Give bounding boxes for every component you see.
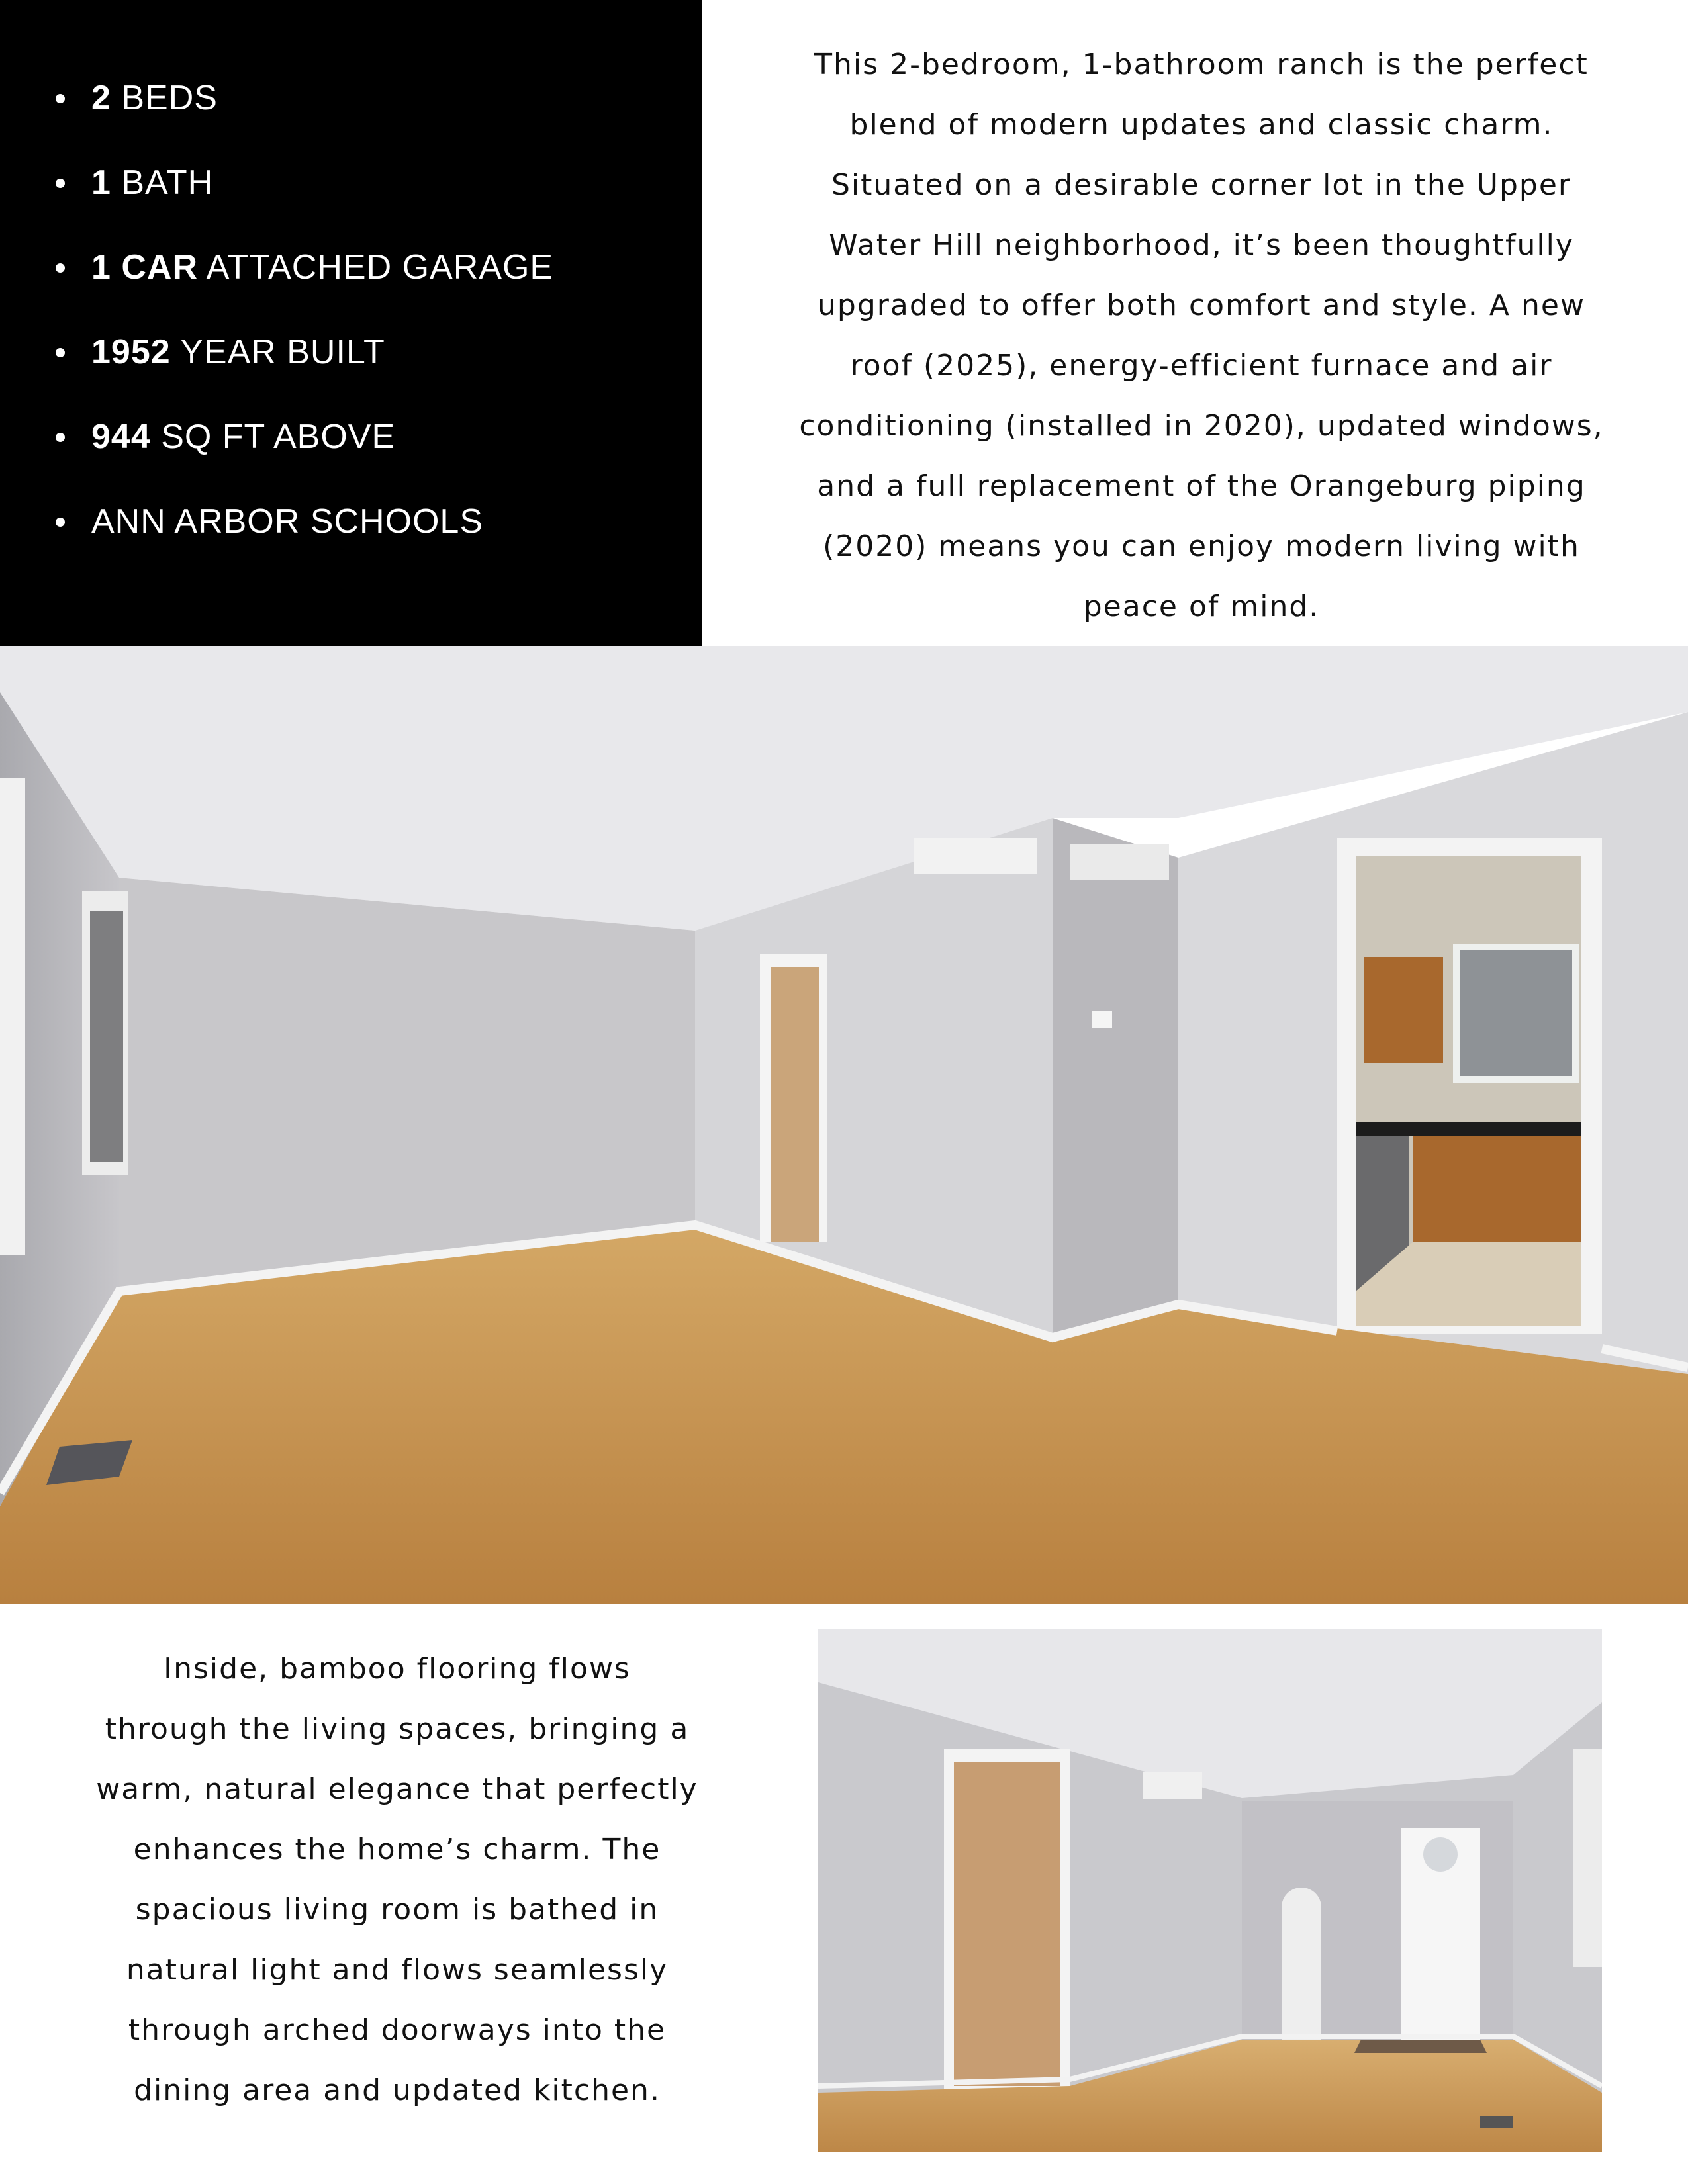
interior-line: warm, natural elegance that perfectly bbox=[96, 1772, 698, 1806]
intro-line: Water Hill neighborhood, it’s been thoughtfully bbox=[829, 228, 1574, 262]
property-facts-panel bbox=[0, 0, 702, 646]
bullet-icon bbox=[56, 263, 65, 273]
interior-line: spacious living room is bathed in bbox=[135, 1893, 659, 1927]
entry-room-photo bbox=[818, 1629, 1602, 2152]
living-room-photo bbox=[0, 646, 1688, 1604]
intro-line: upgraded to offer both comfort and style. A new bbox=[818, 289, 1585, 322]
entry-room-illustration bbox=[818, 1629, 1602, 2152]
fact-schools: ANN ARBOR SCHOOLS bbox=[53, 495, 553, 580]
living-room-illustration bbox=[0, 646, 1688, 1604]
fact-beds: 2 BEDS bbox=[53, 71, 553, 156]
fact-square-feet: 944 SQ FT ABOVE bbox=[53, 410, 553, 495]
intro-line: conditioning (installed in 2020), updated windows, bbox=[799, 409, 1604, 443]
interior-line: dining area and updated kitchen. bbox=[134, 2073, 661, 2107]
interior-line: Inside, bamboo flooring flows bbox=[164, 1652, 631, 1686]
bullet-icon bbox=[56, 518, 65, 527]
interior-line: enhances the home’s charm. The bbox=[133, 1833, 661, 1866]
bullet-icon bbox=[56, 179, 65, 188]
intro-line: and a full replacement of the Orangeburg piping bbox=[817, 469, 1586, 503]
bullet-icon bbox=[56, 94, 65, 103]
fact-year-built: 1952 YEAR BUILT bbox=[53, 326, 553, 410]
property-facts-list bbox=[53, 71, 553, 580]
intro-line: This 2-bedroom, 1-bathroom ranch is the perfect bbox=[814, 48, 1589, 81]
fact-garage: 1 CAR ATTACHED GARAGE bbox=[53, 241, 553, 326]
interior-description bbox=[40, 1639, 755, 2120]
intro-description bbox=[715, 34, 1688, 637]
intro-line: roof (2025), energy-efficient furnace and air bbox=[850, 349, 1553, 383]
intro-line: peace of mind. bbox=[1083, 590, 1320, 623]
bullet-icon bbox=[56, 433, 65, 442]
interior-line: natural light and flows seamlessly bbox=[126, 1953, 669, 1987]
fact-bath: 1 BATH bbox=[53, 156, 553, 241]
interior-line: through the living spaces, bringing a bbox=[105, 1712, 690, 1746]
intro-line: Situated on a desirable corner lot in the Upper bbox=[831, 168, 1571, 202]
intro-line: blend of modern updates and classic charm. bbox=[849, 108, 1554, 142]
interior-line: through arched doorways into the bbox=[128, 2013, 667, 2047]
bullet-icon bbox=[56, 348, 65, 357]
intro-line: (2020) means you can enjoy modern living with bbox=[823, 529, 1580, 563]
